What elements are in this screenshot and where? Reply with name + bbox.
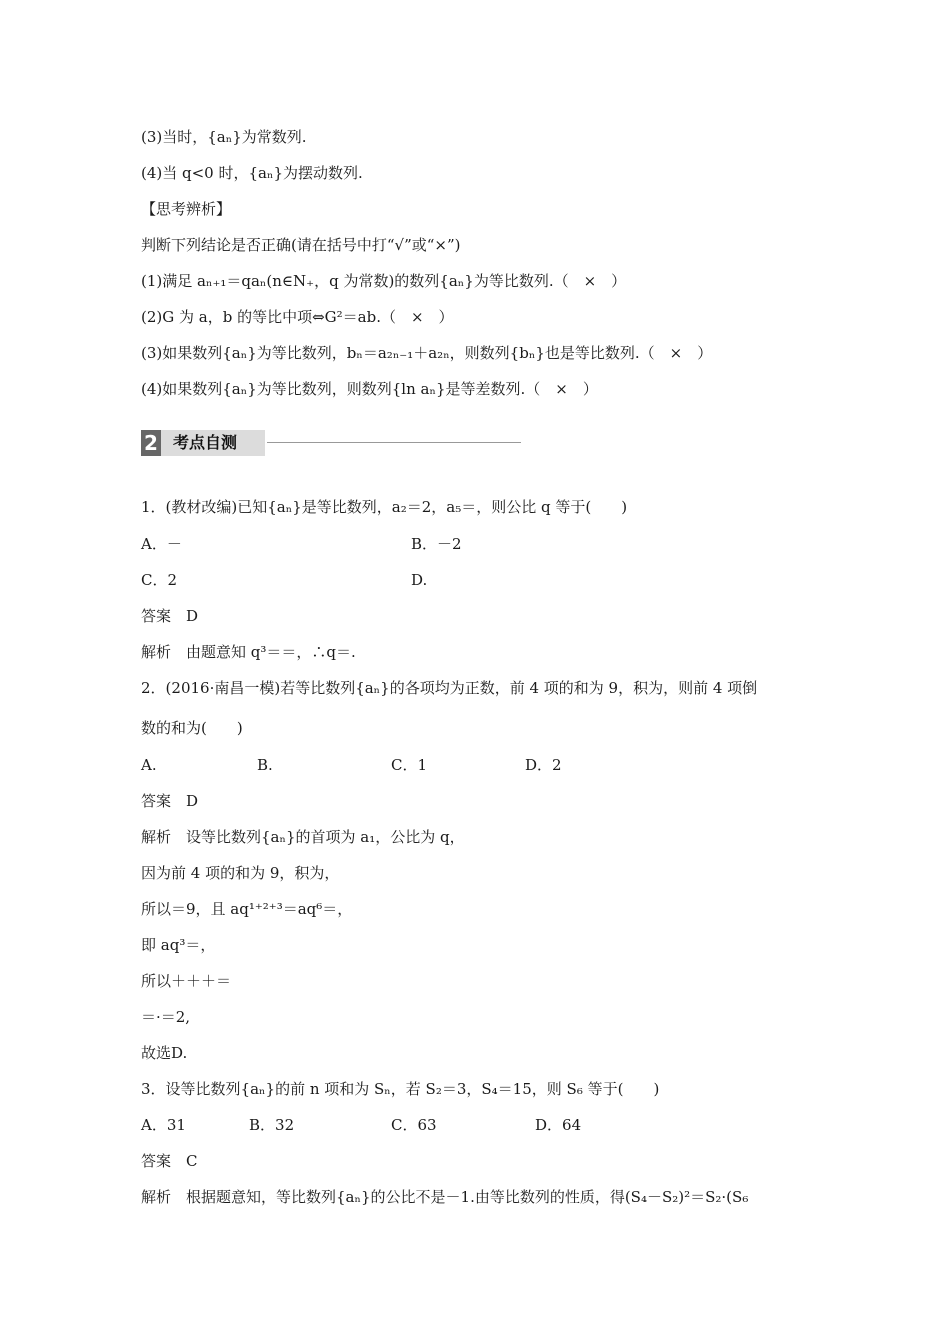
section-title: 考点自测 <box>161 430 265 456</box>
q2-option-d: D．2 <box>525 756 562 774</box>
q2-analysis: 解析 设等比数列{aₙ}的首项为 a₁，公比为 q， <box>141 828 465 846</box>
statement-3: (3)如果数列{aₙ}为等比数列，bₙ＝a₂ₙ₋₁＋a₂ₙ，则数列{bₙ}也是等比数列.（ × ） <box>141 344 713 362</box>
q3-option-d: D．64 <box>535 1116 582 1134</box>
q2-answer: 答案 D <box>141 792 199 810</box>
statement-2: (2)G 为 a，b 的等比中项⇔G²＝ab.（ × ） <box>141 308 454 326</box>
q2-step: 所以＋＋＋＝ <box>141 972 232 990</box>
q3-option-b: B．32 <box>249 1116 295 1134</box>
q2-option-b: B. <box>257 756 273 774</box>
section-number: 2 <box>141 430 161 456</box>
q2-stem: 2．(2016·南昌一模)若等比数列{aₙ}的各项均为正数，前 4 项的和为 9，积为，则前 4 项倒 <box>141 679 758 697</box>
q3-option-a: A．31 <box>141 1116 186 1134</box>
q2-stem-cont: 数的和为( ) <box>141 719 243 737</box>
statement-1: (1)满足 aₙ₊₁＝qaₙ(n∈N₊，q 为常数)的数列{aₙ}为等比数列.（ × ） <box>141 272 627 290</box>
q3-answer: 答案 C <box>141 1152 198 1170</box>
q1-option-b: B．－2 <box>411 535 462 553</box>
q2-option-a: A. <box>141 756 157 774</box>
section-rule <box>267 442 521 443</box>
subheading-think: 【思考辨析】 <box>141 200 232 218</box>
q2-option-c: C．1 <box>391 756 428 774</box>
q1-analysis: 解析 由题意知 q³＝＝，∴q＝. <box>141 643 356 661</box>
q1-option-a: A．－ <box>141 535 182 553</box>
q1-option-d: D. <box>411 571 428 589</box>
section-heading <box>141 430 521 456</box>
q2-step: 所以＝9，且 aq¹⁺²⁺³＝aq⁶＝， <box>141 900 353 918</box>
q1-option-c: C．2 <box>141 571 178 589</box>
q3-option-c: C．63 <box>391 1116 437 1134</box>
q2-conclusion: 故选D. <box>141 1044 188 1062</box>
text-line: 判断下列结论是否正确(请在括号中打“√”或“×”) <box>141 236 461 254</box>
q2-step: 因为前 4 项的和为 9，积为， <box>141 864 340 882</box>
text-line: (4)当 q<0 时，{aₙ}为摆动数列. <box>141 164 363 182</box>
q1-stem: 1．(教材改编)已知{aₙ}是等比数列，a₂＝2，a₅＝，则公比 q 等于( ) <box>141 498 628 516</box>
text-line: (3)当时，{aₙ}为常数列. <box>141 128 307 146</box>
q2-step: 即 aq³＝， <box>141 936 216 954</box>
q3-analysis: 解析 根据题意知，等比数列{aₙ}的公比不是－1.由等比数列的性质，得(S₄－S₂)²＝S₂·(S₆ <box>141 1188 749 1206</box>
q1-answer: 答案 D <box>141 607 199 625</box>
q2-step: ＝·＝2, <box>141 1008 191 1026</box>
statement-4: (4)如果数列{aₙ}为等比数列，则数列{ln aₙ}是等差数列.（ × ） <box>141 380 598 398</box>
q3-stem: 3．设等比数列{aₙ}的前 n 项和为 Sₙ，若 S₂＝3，S₄＝15，则 S₆ 等于( ) <box>141 1080 660 1098</box>
